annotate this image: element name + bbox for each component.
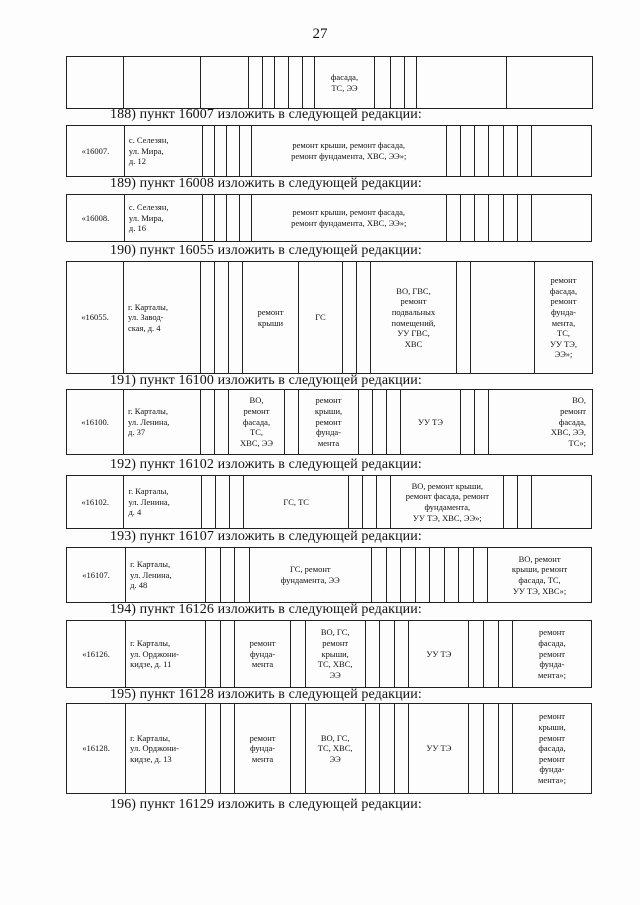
table-cell <box>532 476 592 529</box>
section-heading: 188) пункт 16007 изложить в следующей редакции: <box>110 107 422 122</box>
table-cell <box>363 476 377 529</box>
row-number: «16102. <box>67 476 124 529</box>
table-cell <box>275 57 289 109</box>
section-heading: 193) пункт 16107 изложить в следующей редакции: <box>110 529 422 544</box>
section-heading: 192) пункт 16102 изложить в следующей редакции: <box>110 457 422 472</box>
table-cell: ремонт крыши, ремонт фунда- мента <box>299 390 359 455</box>
table-top-fragment <box>66 56 593 109</box>
table-cell <box>391 57 405 109</box>
table-cell <box>498 704 513 794</box>
section-heading: 189) пункт 16008 изложить в следующей редакции: <box>110 176 422 191</box>
table-cell: ВО, ГВС, ремонт подвальных помещений, УУ ГВС, ХВС <box>371 262 457 374</box>
table-cell <box>489 126 503 177</box>
table-cell <box>518 476 532 529</box>
table-cell <box>483 621 498 688</box>
table-cell <box>215 390 229 455</box>
table-cell <box>457 262 471 374</box>
table-cell: УУ ТЭ <box>409 621 469 688</box>
table-row-16126 <box>66 620 592 688</box>
table-cell <box>289 57 303 109</box>
table-cell <box>357 262 371 374</box>
table-cell <box>203 195 215 242</box>
row-address: г. Карталы, ул. Ленина, д. 4 <box>124 476 202 529</box>
table-cell <box>475 195 489 242</box>
table-cell <box>459 548 474 603</box>
table-cell <box>239 195 251 242</box>
table-cell <box>206 621 221 688</box>
table-row-16128 <box>66 703 592 794</box>
table-cell: ремонт крыши, ремонт фасада, ремонт фундамента, ХВС, ЭЭ»; <box>251 195 446 242</box>
table-cell <box>365 621 380 688</box>
table-cell <box>386 548 401 603</box>
section-heading: 196) пункт 16129 изложить в следующей редакции: <box>110 797 422 812</box>
table-cell <box>373 390 387 455</box>
table-cell <box>365 704 380 794</box>
table-row-16007 <box>66 125 592 177</box>
table-cell <box>375 57 391 109</box>
table-cell: ВО, ремонт крыши, ремонт фасада, ТС, УУ ТЭ, ХВС»; <box>488 548 592 603</box>
table-cell <box>469 621 484 688</box>
table-cell <box>380 621 395 688</box>
table-cell: фасада, ТС, ЭЭ <box>315 57 375 109</box>
row-address: г. Карталы, ул. Орджони- кидзе, д. 13 <box>126 704 206 794</box>
table-cell: ремонт фунда- мента <box>235 704 291 794</box>
row-address: г. Карталы, ул. Ленина, д. 37 <box>124 390 201 455</box>
table-cell <box>489 195 503 242</box>
table-cell: ГС, ТС <box>244 476 349 529</box>
row-number: «16007. <box>67 126 125 177</box>
table-cell <box>430 548 445 603</box>
table-cell <box>303 57 315 109</box>
section-heading: 191) пункт 16100 изложить в следующей редакции: <box>110 373 422 388</box>
table-cell <box>215 126 227 177</box>
table-cell: ВО, ГС, ремонт крыши, ТС, ХВС, ЭЭ <box>305 621 365 688</box>
table-cell <box>507 57 593 109</box>
table-cell <box>216 476 230 529</box>
table-cell <box>206 548 221 603</box>
table-cell <box>291 704 306 794</box>
table-cell <box>229 262 243 374</box>
table-row-16107 <box>66 547 592 603</box>
table-cell <box>387 390 401 455</box>
table-cell <box>201 390 215 455</box>
table-cell: УУ ТЭ <box>409 704 469 794</box>
table-cell <box>203 126 215 177</box>
table-row-16008 <box>66 194 592 242</box>
table-cell <box>394 704 409 794</box>
row-address: г. Карталы, ул. Ленина, д. 48 <box>126 548 206 603</box>
table-cell: ВО, ремонт фасада, ХВС, ЭЭ, ТС»; <box>489 390 593 455</box>
table-cell: ремонт фунда- мента <box>235 621 291 688</box>
table-cell: ГС, ремонт фундамента, ЭЭ <box>249 548 371 603</box>
table-cell <box>394 621 409 688</box>
table-cell <box>446 126 460 177</box>
table-cell <box>291 621 306 688</box>
table-cell <box>483 704 498 794</box>
table-cell <box>504 476 518 529</box>
row-number: «16055. <box>67 262 124 374</box>
row-number: «16126. <box>67 621 126 688</box>
table-cell <box>469 704 484 794</box>
table-cell <box>471 262 535 374</box>
table-cell <box>377 476 391 529</box>
section-heading: 190) пункт 16055 изложить в следующей редакции: <box>110 243 422 258</box>
table-cell <box>475 390 489 455</box>
table-cell <box>124 57 201 109</box>
table-cell <box>263 57 275 109</box>
table-cell: ремонт фасада, ремонт фунда- мента, ТС, УУ ТЭ, ЭЭ»; <box>535 262 593 374</box>
table-cell <box>498 621 513 688</box>
table-cell <box>249 57 263 109</box>
row-number: «16008. <box>67 195 125 242</box>
table-cell <box>359 390 373 455</box>
table-cell <box>239 126 251 177</box>
table-cell <box>460 195 474 242</box>
row-address: г. Карталы, ул. Завод- ская, д. 4 <box>124 262 201 374</box>
table-cell <box>417 57 507 109</box>
table-cell: ВО, ГС, ТС, ХВС, ЭЭ <box>305 704 365 794</box>
table-cell: ремонт крыши, ремонт фасада, ремонт фунда- мента»; <box>513 704 592 794</box>
table-cell <box>220 548 235 603</box>
table-cell <box>349 476 363 529</box>
table-cell <box>227 126 239 177</box>
row-number: «16128. <box>67 704 126 794</box>
table-cell <box>503 126 517 177</box>
table-cell: ВО, ремонт крыши, ремонт фасада, ремонт фундамента, УУ ТЭ, ХВС, ЭЭ»; <box>391 476 504 529</box>
table-cell <box>371 548 386 603</box>
table-cell <box>503 195 517 242</box>
table-row-16102 <box>66 475 592 529</box>
table-cell <box>215 195 227 242</box>
table-cell <box>531 195 591 242</box>
table-cell <box>215 262 229 374</box>
row-address: с. Селезян, ул. Мира, д. 16 <box>124 195 202 242</box>
table-cell <box>201 262 215 374</box>
table-cell: УУ ТЭ <box>401 390 461 455</box>
row-address: с. Селезян, ул. Мира, д. 12 <box>124 126 202 177</box>
table-cell <box>343 262 357 374</box>
table-cell <box>517 126 531 177</box>
table-cell <box>461 390 475 455</box>
table-cell <box>531 126 591 177</box>
table-cell <box>446 195 460 242</box>
table-cell: ремонт крыши, ремонт фасада, ремонт фундамента, ХВС, ЭЭ»; <box>251 126 446 177</box>
row-address: г. Карталы, ул. Орджони- кидзе, д. 11 <box>126 621 206 688</box>
table-cell <box>517 195 531 242</box>
table-cell <box>67 57 124 109</box>
table-cell: ВО, ремонт фасада, ТС, ХВС, ЭЭ <box>229 390 285 455</box>
table-cell <box>230 476 244 529</box>
table-cell <box>444 548 459 603</box>
table-cell <box>380 704 395 794</box>
table-cell <box>220 621 235 688</box>
table-cell: ремонт фасада, ремонт фунда- мента»; <box>513 621 592 688</box>
table-cell <box>460 126 474 177</box>
table-row-16055 <box>66 261 593 374</box>
table-cell <box>285 390 299 455</box>
table-cell <box>401 548 416 603</box>
row-number: «16100. <box>67 390 124 455</box>
table-cell <box>201 57 249 109</box>
table-cell <box>206 704 221 794</box>
table-cell <box>415 548 430 603</box>
table-cell <box>202 476 216 529</box>
table-cell <box>227 195 239 242</box>
row-number: «16107. <box>67 548 126 603</box>
page-number: 27 <box>312 26 328 42</box>
table-cell <box>405 57 417 109</box>
table-cell: ГС <box>299 262 343 374</box>
section-heading: 194) пункт 16126 изложить в следующей редакции: <box>110 602 422 617</box>
table-cell: ремонт крыши <box>243 262 299 374</box>
section-heading: 195) пункт 16128 изложить в следующей редакции: <box>110 687 422 702</box>
table-cell <box>473 548 488 603</box>
table-cell <box>235 548 250 603</box>
table-cell <box>220 704 235 794</box>
table-row-16100 <box>66 389 593 455</box>
table-cell <box>475 126 489 177</box>
